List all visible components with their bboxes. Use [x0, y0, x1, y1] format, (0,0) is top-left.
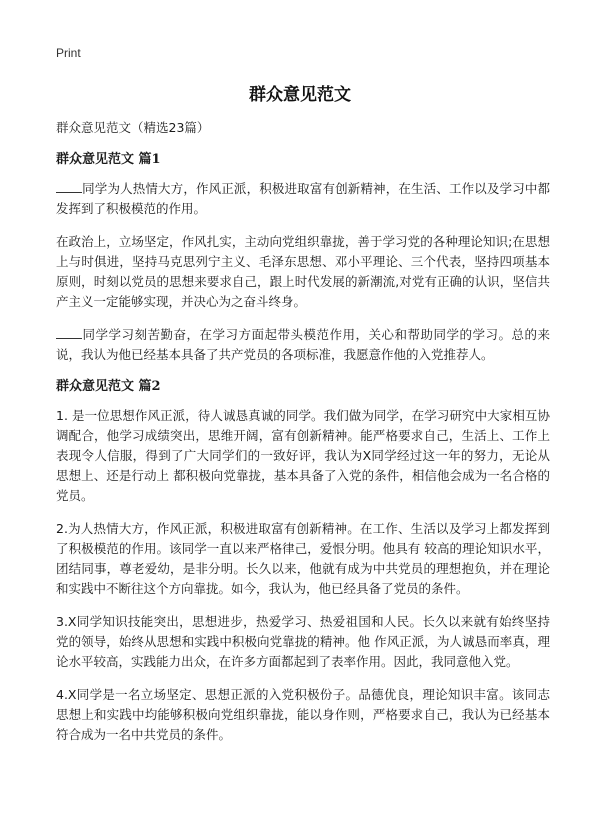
print-label: Print — [56, 46, 81, 60]
paragraph: 3.X同学知识技能突出，思想进步，热爱学习、热爱祖国和人民。长久以来就有始终坚持党的领导，始终从思想和实践中积极向党靠拢的精神。他 作风正派，为人诚恳而率真，理论水平较高，实践能力出众，在许多方面都起到了表率作用。因此，我同意他入党。 — [56, 614, 550, 669]
paragraph: 在政治上，立场坚定，作风扎实，主动向党组织靠拢，善于学习党的各种理论知识;在思想上与时俱进，坚持马克思列宁主义、毛泽东思想、邓小平理论、三个代表，坚持四项基本原则，时刻以党员的思想来要求自己，跟上时代发展的新潮流,对党有正确的认识，坚信共产主义一定能够实现，并决心为之奋斗终身。 — [56, 234, 550, 309]
paragraph-text: 同学为人热情大方，作风正派，积极进取富有创新精神，在生活、工作以及学习中都发挥到了积极模范的作用。 — [56, 181, 550, 216]
document-body — [56, 119, 550, 758]
paragraph: 2.为人热情大方，作风正派，积极进取富有创新精神。在工作、生活以及学习上都发挥到了积极模范的作用。该同学一直以来严格律己，爱恨分明。他具有 较高的理论知识水平，团结同事，尊老爱幼，是非分明。长久以来，他就有成为中共党员的理想抱负，并在理论和实践中不断往这个方向靠拢。如今，我认为，他已经具备了党员的条件。 — [56, 521, 550, 596]
fill-blank — [56, 327, 82, 339]
paragraph — [56, 325, 550, 365]
paragraph — [56, 179, 550, 219]
paragraph: 1. 是一位思想作风正派，待人诚恳真诚的同学。我们做为同学，在学习研究中大家相互协调配合，他学习成绩突出，思维开阔，富有创新精神。能严格要求自己，生活上、工作上表现令人信服，得到了广大同学们的一致好评，我认为X同学经过这一年的努力，无论从思想上、还是行动上 都积极向党靠拢，基本具备了入党的条件，相信他会成为一名合格的党员。 — [56, 408, 550, 503]
document-title: 群众意见范文 — [249, 85, 351, 105]
paragraph-text: 同学学习刻苦勤奋，在学习方面起带头模范作用，关心和帮助同学的学习。总的来说，我认为他已经基本具备了共产党员的各项标准，我愿意作他的入党推荐人。 — [56, 327, 550, 362]
paragraph: 4.X同学是一名立场坚定、思想正派的入党积极份子。品德优良，理论知识丰富。该同志思想上和实践中均能够积极向党组织靠拢，能以身作则，严格要求自己，我认为已经基本符合成为一名中共党员的条件。 — [56, 687, 550, 742]
fill-blank — [56, 181, 82, 193]
section-1 — [56, 151, 550, 365]
section-heading: 群众意见范文 篇2 — [56, 379, 161, 394]
document-subtitle: 群众意见范文（精选23篇） — [56, 120, 210, 135]
section-heading: 群众意见范文 篇1 — [56, 152, 161, 167]
section-2 — [56, 378, 550, 745]
